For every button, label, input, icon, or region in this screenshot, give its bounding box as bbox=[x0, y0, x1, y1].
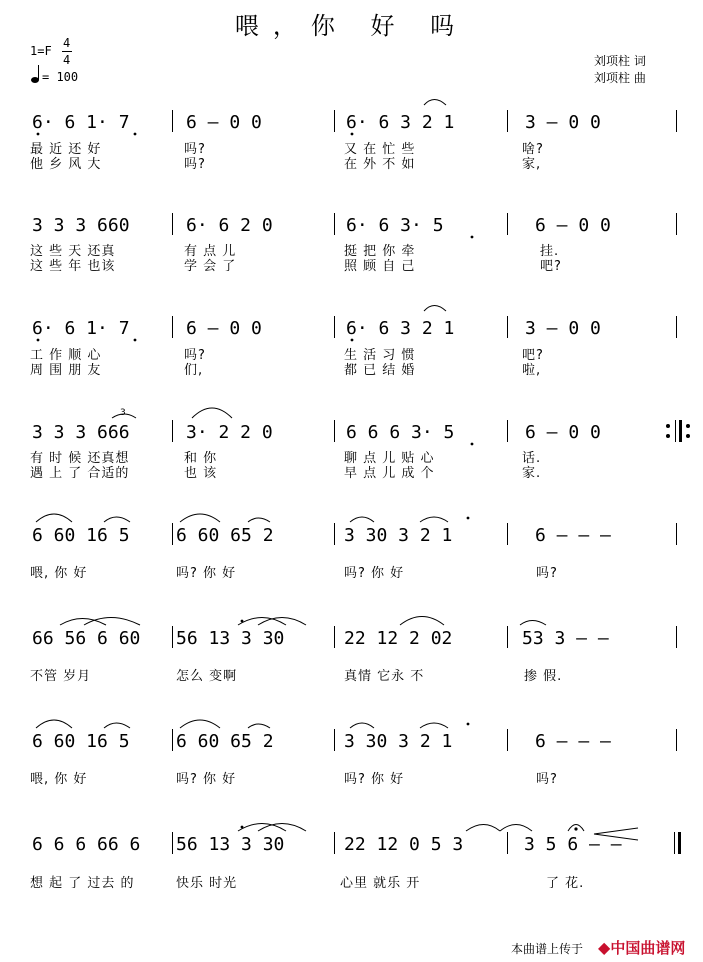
measure: 6 – 0 0 bbox=[535, 215, 611, 236]
measure: 6 60 65 2 bbox=[176, 525, 274, 546]
slur-arc bbox=[248, 724, 270, 728]
lyric: 生 活 习 惯 bbox=[344, 348, 416, 363]
lyric: 吗? 你 好 bbox=[176, 566, 237, 581]
page-title: 喂，你 好 吗 bbox=[234, 12, 469, 40]
logo-icon: ◆ bbox=[598, 938, 611, 957]
lyric: 最 近 还 好 bbox=[30, 142, 102, 157]
measure: 3 30 3 2 1 bbox=[344, 525, 453, 546]
lyric: 掺 假. bbox=[524, 669, 563, 684]
slur-arc bbox=[104, 517, 130, 522]
slur-arc bbox=[84, 618, 140, 626]
lyric: 喂, 你 好 bbox=[30, 566, 88, 581]
lyric: 挺 把 你 牵 bbox=[344, 244, 416, 259]
lyric: 吧? bbox=[540, 259, 562, 274]
slur-arc bbox=[500, 825, 532, 832]
lyric: 家, bbox=[522, 157, 542, 172]
lyric: 工 作 顺 心 bbox=[30, 348, 102, 363]
slur-arc bbox=[520, 621, 546, 626]
slur-arc bbox=[258, 824, 306, 832]
measure: 6 – – – bbox=[535, 731, 611, 752]
measure: 56 13 3 30 bbox=[176, 834, 285, 855]
lyric: 想 起 了 过去 的 bbox=[30, 876, 135, 891]
measure: 66 56 6 60 bbox=[32, 628, 141, 649]
measure: 6 – – – bbox=[535, 525, 611, 546]
lyric: 了 花. bbox=[546, 876, 585, 891]
slur-arc bbox=[60, 619, 106, 626]
lyric: 挂. bbox=[540, 244, 560, 259]
measure: 22 12 0 5 3 bbox=[344, 834, 464, 855]
measure: 6· 6 3· 5 bbox=[346, 215, 444, 236]
measure: 3· 2 2 0 bbox=[186, 422, 273, 443]
slur-arc bbox=[104, 723, 130, 728]
lyric: 不管 岁月 bbox=[30, 669, 92, 684]
lyric: 话. bbox=[522, 451, 542, 466]
measure: 6· 6 2 0 bbox=[186, 215, 273, 236]
lyric: 聊 点 儿 贴 心 bbox=[344, 451, 435, 466]
lyric: 吗? bbox=[536, 772, 558, 787]
lyric: 啥? bbox=[522, 142, 544, 157]
slur-arc bbox=[238, 824, 286, 832]
lyric: 真情 它永 不 bbox=[344, 669, 425, 684]
tempo: = 100 bbox=[42, 70, 79, 84]
lyric: 心里 就乐 开 bbox=[340, 876, 421, 891]
slur-arc bbox=[424, 100, 446, 106]
lyric: 吗? 你 好 bbox=[344, 566, 405, 581]
svg-text:3: 3 bbox=[120, 408, 126, 418]
lyric: 家. bbox=[522, 466, 542, 481]
measure: 3 3 3 660 bbox=[32, 215, 130, 236]
slur-arc bbox=[180, 514, 220, 522]
lyric: 吧? bbox=[522, 348, 544, 363]
lyric: 在 外 不 如 bbox=[344, 157, 416, 172]
measure: 6· 6 3 2 1 bbox=[346, 318, 455, 339]
slur-arc bbox=[420, 517, 448, 522]
slur-arc bbox=[192, 408, 232, 418]
lyric: 又 在 忙 些 bbox=[344, 142, 416, 157]
slur-arc bbox=[36, 720, 72, 728]
measure: 6 60 65 2 bbox=[176, 731, 274, 752]
key-signature: 1=F bbox=[30, 44, 52, 58]
measure: 6 6 6 3· 5 bbox=[346, 422, 455, 443]
lyric: 都 已 结 婚 bbox=[344, 363, 416, 378]
lyric: 们, bbox=[184, 363, 204, 378]
measure: 3 30 3 2 1 bbox=[344, 731, 453, 752]
time-signature-bottom: 4 bbox=[63, 53, 71, 67]
slur-arc bbox=[180, 720, 220, 728]
slur-arc bbox=[350, 723, 374, 728]
lyric: 他 乡 风 大 bbox=[30, 157, 102, 172]
slur-arc bbox=[466, 825, 500, 832]
composer-credit: 刘项柱 曲 bbox=[594, 71, 646, 85]
slur-arc bbox=[400, 617, 444, 626]
lyric: 学 会 了 bbox=[184, 259, 237, 274]
lyric: 吗? 你 好 bbox=[176, 772, 237, 787]
lyric: 这 些 天 还真 bbox=[30, 244, 116, 259]
measure: 6 – 0 0 bbox=[186, 112, 262, 133]
measure: 53 3 – – bbox=[522, 628, 609, 649]
measure: 6· 6 1· 7 bbox=[32, 318, 130, 339]
lyric: 喂, 你 好 bbox=[30, 772, 88, 787]
lyric: 吗? bbox=[536, 566, 558, 581]
slur-arc bbox=[248, 518, 270, 522]
slur-arc bbox=[350, 517, 374, 522]
decrescendo-icon bbox=[594, 828, 638, 840]
lyric: 和 你 bbox=[184, 451, 218, 466]
lyric: 吗? bbox=[184, 348, 206, 363]
measure: 3 – 0 0 bbox=[525, 318, 601, 339]
lyric: 遇 上 了 合适的 bbox=[30, 466, 130, 481]
lyric: 怎么 变啊 bbox=[176, 669, 238, 684]
measure: 6· 6 3 2 1 bbox=[346, 112, 455, 133]
measure: 3 3 3 666 bbox=[32, 422, 130, 443]
time-signature-top: 4 bbox=[63, 36, 71, 50]
lyric: 早 点 儿 成 个 bbox=[344, 466, 435, 481]
slur-arc bbox=[424, 306, 446, 312]
lyric: 啦, bbox=[522, 363, 542, 378]
measure: 22 12 2 02 bbox=[344, 628, 453, 649]
lyric: 周 围 朋 友 bbox=[30, 363, 102, 378]
slur-arc bbox=[420, 723, 448, 728]
measure: 6 – 0 0 bbox=[186, 318, 262, 339]
lyricist-credit: 刘项柱 词 bbox=[594, 54, 646, 68]
measure: 3 5 6 – – bbox=[524, 834, 622, 855]
upload-note: 本曲谱上传于 bbox=[511, 942, 584, 956]
lyric: 有 点 儿 bbox=[184, 244, 237, 259]
measure: 6 60 16 5 bbox=[32, 525, 130, 546]
lyric: 吗? 你 好 bbox=[344, 772, 405, 787]
lyric: 这 些 年 也该 bbox=[30, 259, 116, 274]
measure: 6· 6 1· 7 bbox=[32, 112, 130, 133]
lyric: 照 顾 自 己 bbox=[344, 259, 416, 274]
lyric: 有 时 候 还真想 bbox=[30, 451, 130, 466]
slur-arc bbox=[36, 514, 72, 522]
lyric: 吗? bbox=[184, 157, 206, 172]
lyric: 吗? bbox=[184, 142, 206, 157]
lyric: 也 该 bbox=[184, 466, 218, 481]
measure: 56 13 3 30 bbox=[176, 628, 285, 649]
measure: 6 – 0 0 bbox=[525, 422, 601, 443]
measure: 6 6 6 66 6 bbox=[32, 834, 141, 855]
site-logo[interactable] bbox=[598, 937, 685, 958]
lyric: 快乐 时光 bbox=[176, 876, 238, 891]
measure: 6 60 16 5 bbox=[32, 731, 130, 752]
measure: 3 – 0 0 bbox=[525, 112, 601, 133]
slur-arc bbox=[238, 618, 286, 626]
slur-arc bbox=[258, 618, 306, 626]
site-name: 中国曲谱网 bbox=[610, 939, 686, 957]
